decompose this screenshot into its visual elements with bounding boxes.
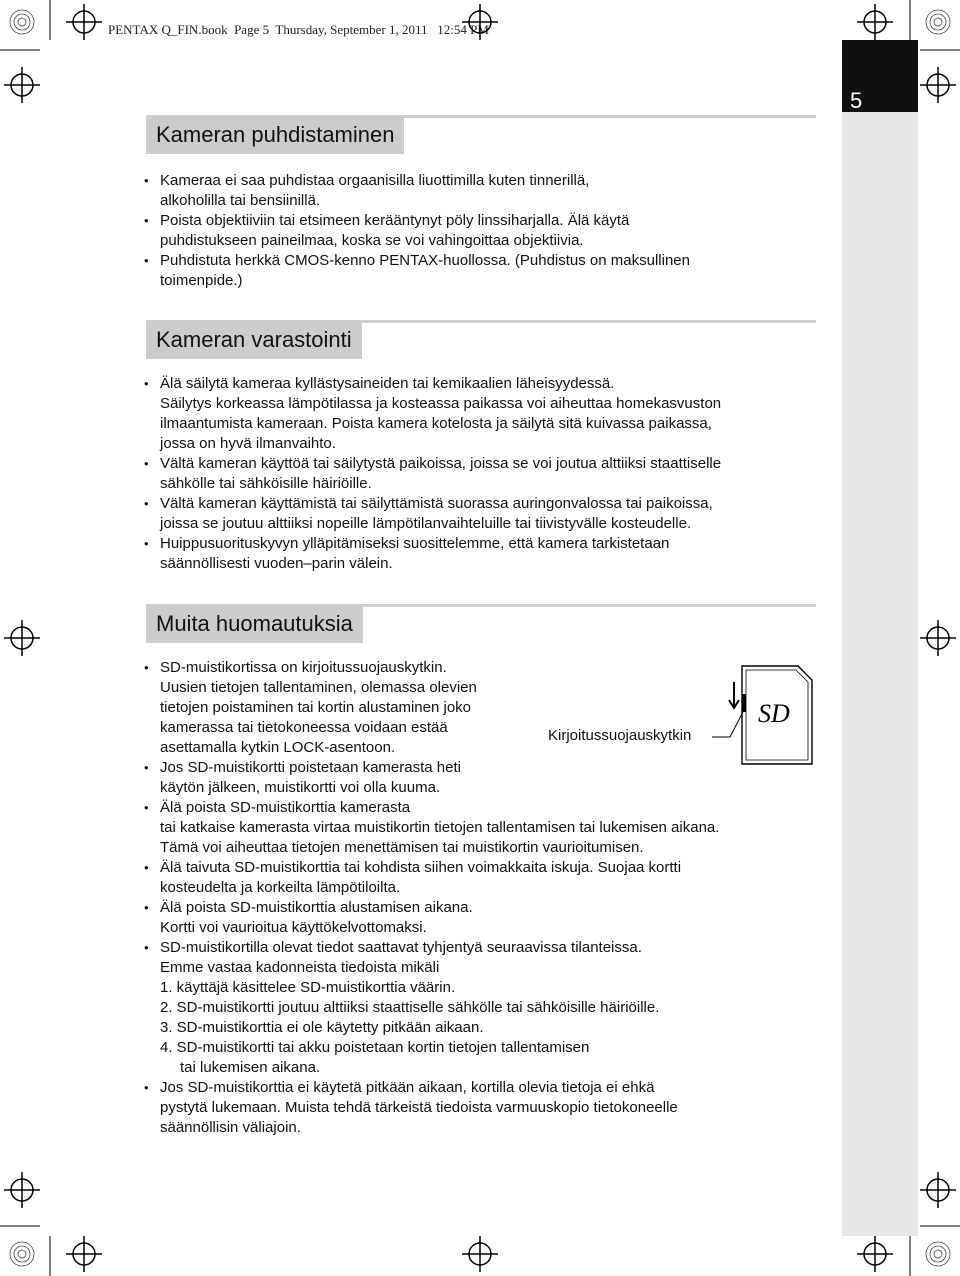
text-line: Poista objektiiviin tai etsimeen kerääntynyt pöly linssiharjalla. Älä käytä xyxy=(160,212,630,229)
text-line: säännöllisin väliajoin. xyxy=(160,1119,301,1136)
text-line: säännöllisesti vuoden–parin välein. xyxy=(160,555,393,572)
text-line: alkoholilla tai bensiinillä. xyxy=(160,192,321,209)
section-title-other-notes: Muita huomautuksia xyxy=(146,605,363,643)
text-line: Huippusuorituskyvyn ylläpitämiseksi suosittelemme, että kamera tarkistetaan xyxy=(160,535,670,552)
bullet-icon: • xyxy=(144,800,149,815)
header-book: PENTAX Q_FIN.book xyxy=(108,22,228,37)
bullet-icon: • xyxy=(144,496,149,511)
text-line: Jos SD-muistikortti poistetaan kamerasta heti xyxy=(160,759,461,776)
header-page: Page 5 xyxy=(234,22,270,37)
crop-mark-icon xyxy=(857,4,893,40)
text-line: kamerassa tai tietokoneessa voidaan estää xyxy=(160,719,448,736)
text-line: Kameraa ei saa puhdistaa orgaanisilla liuottimilla kuten tinnerillä, xyxy=(160,172,590,189)
numbered-item: 4. SD-muistikortti tai akku poistetaan kortin tietojen tallentamisen xyxy=(160,1039,590,1056)
text-line: Jos SD-muistikorttia ei käytetä pitkään aikaan, kortilla olevia tietoja ei ehkä xyxy=(160,1079,655,1096)
text-line: Vältä kameran käyttöä tai säilytystä paikoissa, joissa se voi joutua alttiiksi staattiselle xyxy=(160,455,722,472)
header-date: Thursday, September 1, 2011 xyxy=(275,22,428,37)
crop-mark-icon xyxy=(462,1236,498,1272)
text-line: sähkölle tai sähköisille häiriöille. xyxy=(160,475,372,492)
crop-mark-icon xyxy=(920,620,956,656)
arrow-down-icon xyxy=(729,682,739,708)
bullet-icon: • xyxy=(144,376,149,391)
bullet-icon: • xyxy=(144,213,149,228)
numbered-item: 1. käyttäjä käsittelee SD-muistikorttia väärin. xyxy=(160,979,456,996)
text-line: Uusien tietojen tallentaminen, olemassa olevien xyxy=(160,679,477,696)
crop-mark-icon xyxy=(920,1172,956,1208)
text-line: jossa on hyvä ilmanvaihto. xyxy=(160,435,336,452)
sd-card-figure xyxy=(700,660,820,770)
bullet-icon: • xyxy=(144,860,149,875)
text-line: Emme vastaa kadonneista tiedoista mikäli xyxy=(160,959,440,976)
bullet-icon: • xyxy=(144,940,149,955)
text-line: Älä säilytä kameraa kyllästysaineiden tai kemikaalien läheisyydessä. xyxy=(160,375,615,392)
crop-mark-icon xyxy=(462,4,498,40)
text-line: Älä poista SD-muistikorttia alustamisen aikana. xyxy=(160,899,473,916)
crop-mark-icon xyxy=(857,1236,893,1272)
numbered-item: 3. SD-muistikorttia ei ole käytetty pitkään aikaan. xyxy=(160,1019,484,1036)
crop-mark-icon xyxy=(4,1172,40,1208)
crop-mark-icon xyxy=(920,67,956,103)
text-line: Säilytys korkeassa lämpötilassa ja kosteassa paikassa voi aiheuttaa homekasvuston xyxy=(160,395,722,412)
bullet-icon: • xyxy=(144,760,149,775)
text-line: pystytä lukemaan. Muista tehdä tärkeistä tiedoista varmuuskopio tietokoneelle xyxy=(160,1099,678,1116)
crop-mark-icon xyxy=(4,67,40,103)
text-line: SD-muistikortissa on kirjoitussuojauskytkin. xyxy=(160,659,447,676)
bullet-icon: • xyxy=(144,1080,149,1095)
crop-mark-icon xyxy=(4,620,40,656)
section-title-cleaning: Kameran puhdistaminen xyxy=(146,116,404,154)
text-line: SD-muistikortilla olevat tiedot saattavat tyhjentyä seuraavissa tilanteissa. xyxy=(160,939,642,956)
page-number: 5 xyxy=(850,88,863,113)
numbered-item: 2. SD-muistikortti joutuu alttiiksi staattiselle sähkölle tai sähköisille häiriöille. xyxy=(160,999,660,1016)
text-line: Tämä voi aiheuttaa tietojen menettämisen tai muistikortin vaurioitumisen. xyxy=(160,839,644,856)
text-line: käytön jälkeen, muistikortti voi olla kuuma. xyxy=(160,779,441,796)
text-line: tai katkaise kamerasta virtaa muistikortin tietojen tallentamisen tai lukemisen aikana. xyxy=(160,819,720,836)
text-line: Puhdistuta herkkä CMOS-kenno PENTAX-huollossa. (Puhdistus on maksullinen xyxy=(160,252,690,269)
numbered-item: tai lukemisen aikana. xyxy=(180,1059,321,1076)
text-line: Vältä kameran käyttämistä tai säilyttämistä suorassa auringonvalossa tai paikoissa, xyxy=(160,495,713,512)
bullet-icon: • xyxy=(144,173,149,188)
text-line: ilmaantumista kameraan. Poista kamera kotelosta ja säilytä sitä kuivassa paikassa, xyxy=(160,415,712,432)
bullet-icon: • xyxy=(144,253,149,268)
section-title-storage: Kameran varastointi xyxy=(146,321,362,359)
bullet-icon: • xyxy=(144,456,149,471)
text-line: tietojen poistaminen tai kortin alustaminen joko xyxy=(160,699,472,716)
text-line: puhdistukseen paineilmaa, koska se voi vahingoittaa objektiivia. xyxy=(160,232,584,249)
write-protect-switch-icon xyxy=(742,694,746,712)
header-time: 12:54 PM xyxy=(437,22,489,37)
text-line: Älä taivuta SD-muistikorttia tai kohdista siihen voimakkaita iskuja. Suojaa kortti xyxy=(160,859,682,876)
text-line: kosteudelta ja korkeilta lämpötiloilta. xyxy=(160,879,401,896)
bullet-icon: • xyxy=(144,536,149,551)
text-line: toimenpide.) xyxy=(160,272,243,289)
sd-logo: SD xyxy=(758,699,790,728)
crop-mark-icon xyxy=(66,1236,102,1272)
text-line: Älä poista SD-muistikorttia kamerasta xyxy=(160,799,411,816)
text-line: asettamalla kytkin LOCK-asentoon. xyxy=(160,739,396,756)
bullet-icon: • xyxy=(144,660,149,675)
write-protect-label: Kirjoitussuojauskytkin xyxy=(548,727,692,744)
bullet-icon: • xyxy=(144,900,149,915)
text-line: joissa se joutuu alttiiksi nopeille lämpötilanvaihteluille tai tiivistyvälle kosteudelle. xyxy=(160,515,692,532)
text-line: Kortti voi vaurioitua käyttökelvottomaksi. xyxy=(160,919,427,936)
crop-mark-icon xyxy=(66,4,102,40)
